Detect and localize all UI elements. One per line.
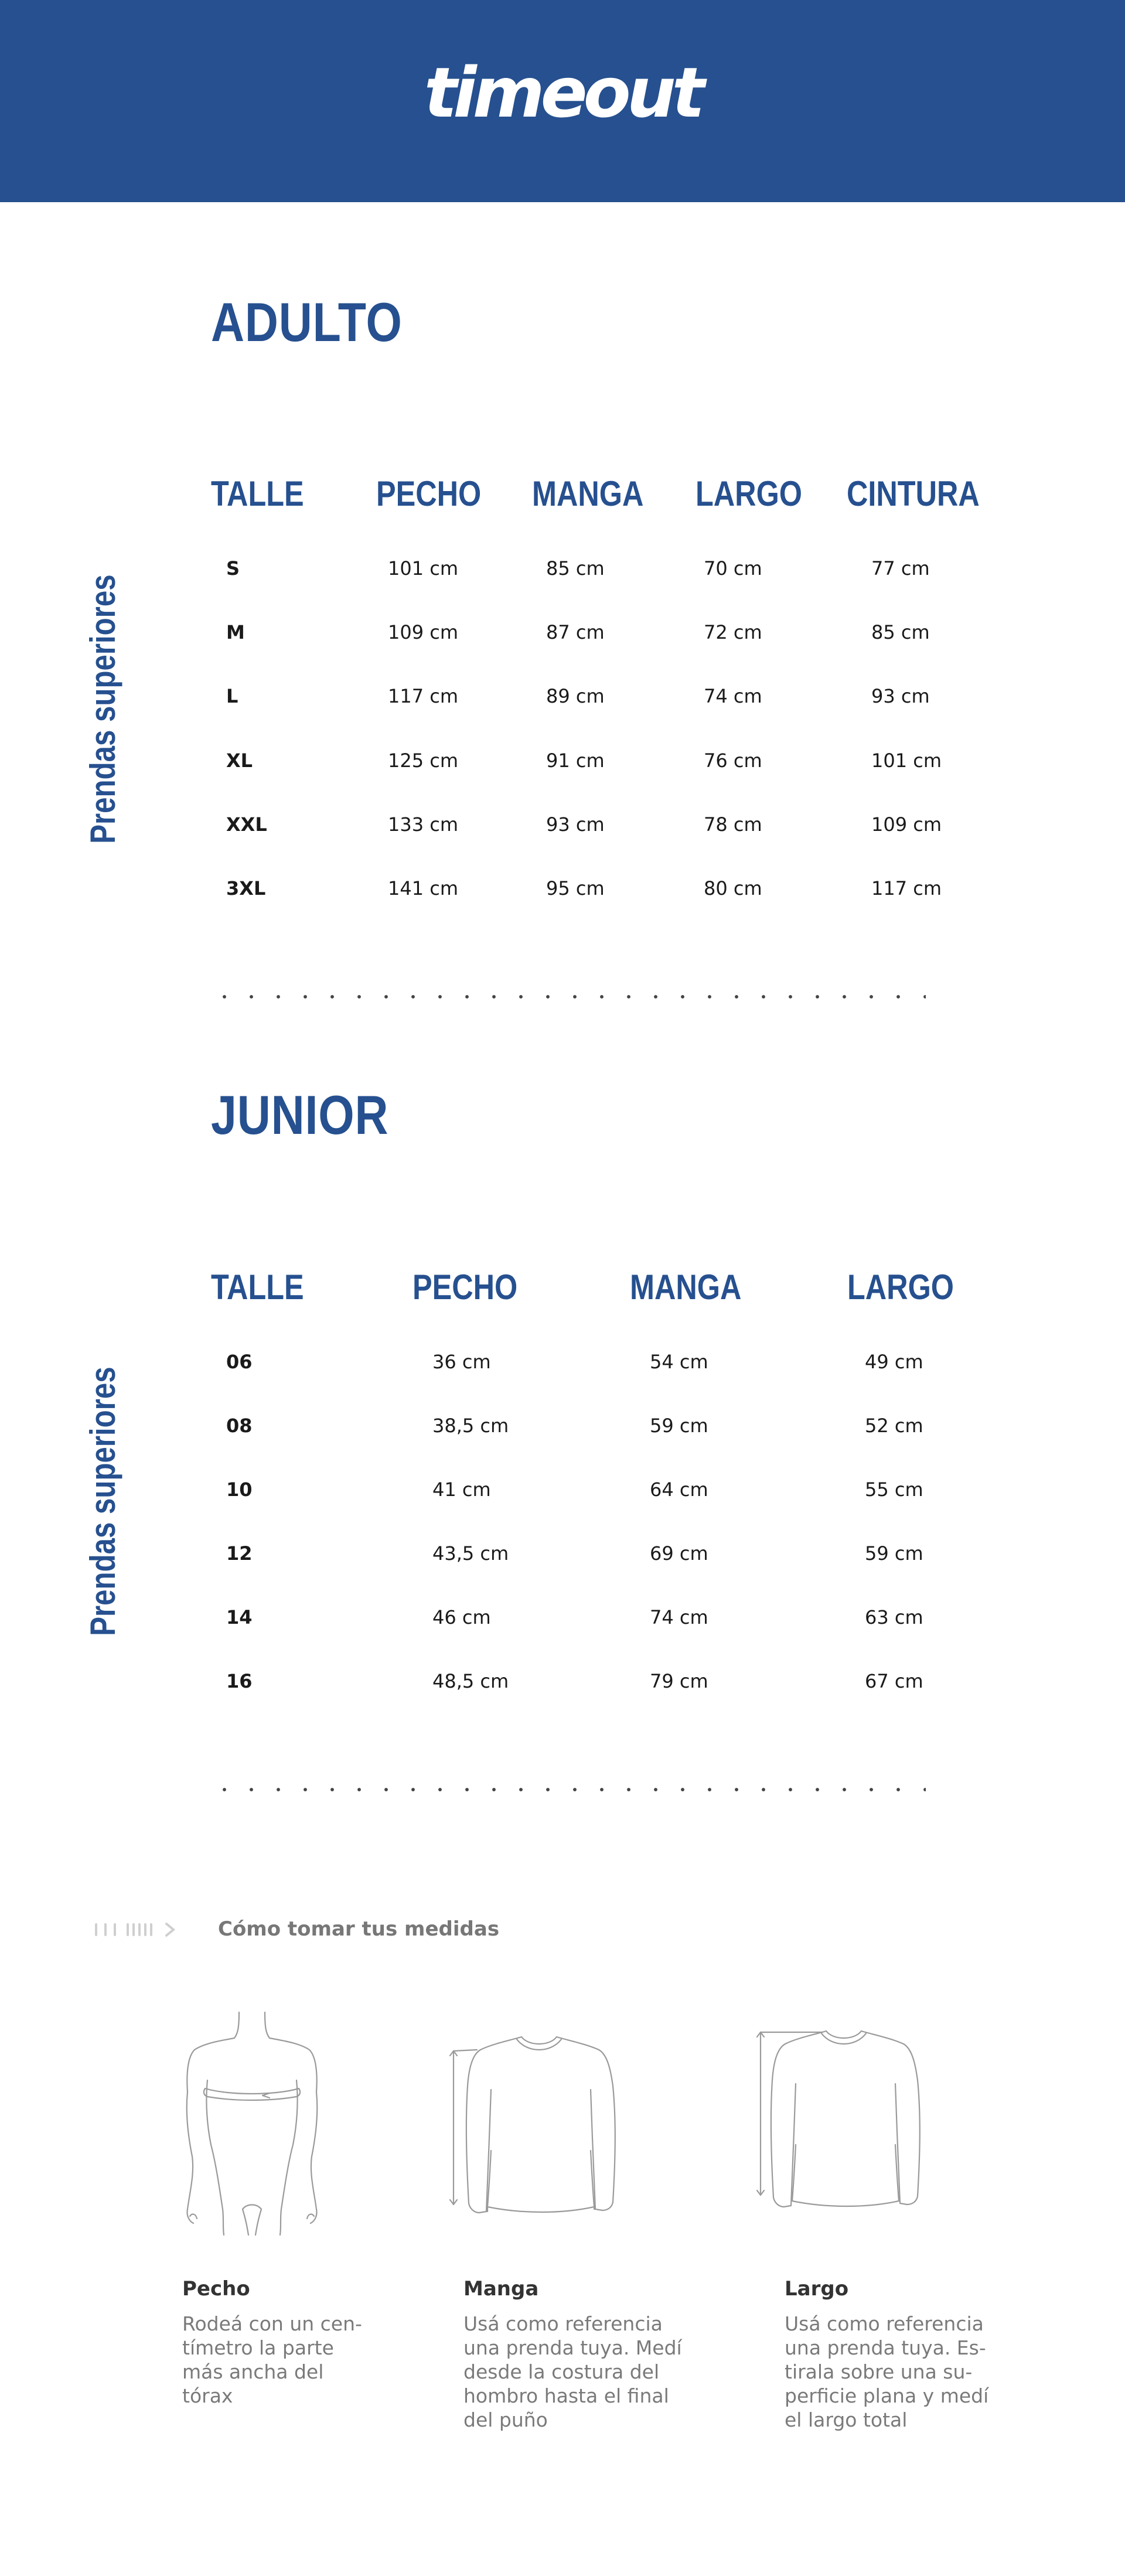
largo-cell: 63 cm: [865, 1606, 923, 1628]
size-cell: XXL: [226, 813, 267, 836]
manga-cell: 89 cm: [546, 685, 605, 707]
pecho-cell: 133 cm: [388, 813, 459, 836]
size-cell: 10: [226, 1478, 253, 1501]
cintura-cell: 101 cm: [871, 749, 942, 772]
header-manga: MANGA: [532, 474, 644, 513]
pecho-cell: 43,5 cm: [432, 1542, 509, 1565]
header-pecho: PECHO: [376, 474, 482, 513]
header-talle: TALLE: [211, 474, 304, 513]
manga-cell: 95 cm: [546, 877, 605, 899]
size-cell: L: [226, 685, 238, 707]
manga-cell: 69 cm: [650, 1542, 708, 1565]
pecho-cell: 46 cm: [432, 1606, 491, 1628]
chevron-right-icon: [91, 1921, 179, 1938]
largo-cell: 55 cm: [865, 1478, 923, 1501]
pecho-cell: 109 cm: [388, 621, 459, 643]
largo-cell: 80 cm: [704, 877, 762, 899]
manga-cell: 54 cm: [650, 1351, 708, 1373]
largo-cell: 74 cm: [704, 685, 762, 707]
adulto-title: ADULTO: [211, 291, 403, 353]
size-cell: 08: [226, 1415, 253, 1437]
header-manga: MANGA: [630, 1267, 742, 1307]
largo-cell: 76 cm: [704, 749, 762, 772]
size-cell: 06: [226, 1351, 253, 1373]
largo-cell: 78 cm: [704, 813, 762, 836]
pecho-title: Pecho: [182, 2277, 250, 2301]
largo-cell: 49 cm: [865, 1351, 923, 1373]
size-cell: XL: [226, 749, 253, 772]
largo-title: Largo: [785, 2277, 849, 2301]
dotted-divider: [211, 1787, 926, 1792]
header-largo: LARGO: [847, 1267, 954, 1307]
size-cell: 12: [226, 1542, 253, 1565]
cintura-cell: 117 cm: [871, 877, 942, 899]
manga-cell: 59 cm: [650, 1415, 708, 1437]
pecho-cell: 125 cm: [388, 749, 459, 772]
manga-cell: 85 cm: [546, 557, 605, 580]
header-cintura: CINTURA: [847, 474, 980, 513]
cintura-cell: 109 cm: [871, 813, 942, 836]
header-pecho: PECHO: [412, 1267, 518, 1307]
manga-cell: 87 cm: [546, 621, 605, 643]
pecho-cell: 48,5 cm: [432, 1670, 509, 1692]
adulto-side-label: Prendas superiores: [83, 574, 122, 844]
size-cell: 14: [226, 1606, 253, 1628]
manga-cell: 93 cm: [546, 813, 605, 836]
junior-side-label: Prendas superiores: [83, 1367, 122, 1636]
pecho-cell: 41 cm: [432, 1478, 491, 1501]
manga-cell: 74 cm: [650, 1606, 708, 1628]
how-to-measure-title: Cómo tomar tus medidas: [218, 1917, 500, 1941]
cintura-cell: 77 cm: [871, 557, 930, 580]
cintura-cell: 93 cm: [871, 685, 930, 707]
manga-description: Usá como referencia una prenda tuya. Medí desde la costura del hombro hasta el final del puño: [463, 2312, 682, 2431]
pecho-cell: 141 cm: [388, 877, 459, 899]
largo-cell: 59 cm: [865, 1542, 923, 1565]
pecho-cell: 101 cm: [388, 557, 459, 580]
largo-description: Usá como referencia una prenda tuya. Es- tirala sobre una su- perficie plana y medí el largo total: [785, 2312, 989, 2431]
pecho-description: Rodeá con un cen- tímetro la parte más ancha del tórax: [182, 2312, 362, 2407]
size-cell: 3XL: [226, 877, 266, 899]
cintura-cell: 85 cm: [871, 621, 930, 643]
manga-cell: 64 cm: [650, 1478, 708, 1501]
pecho-cell: 38,5 cm: [432, 1415, 509, 1437]
timeout-logo[interactable]: timeout: [424, 52, 701, 133]
header-bar: [0, 0, 1125, 202]
largo-cell: 52 cm: [865, 1415, 923, 1437]
manga-cell: 91 cm: [546, 749, 605, 772]
manga-cell: 79 cm: [650, 1670, 708, 1692]
largo-cell: 67 cm: [865, 1670, 923, 1692]
manga-title: Manga: [463, 2277, 539, 2301]
pecho-cell: 117 cm: [388, 685, 459, 707]
size-cell: 16: [226, 1670, 253, 1692]
torso-chest-icon: [182, 2010, 322, 2238]
header-talle: TALLE: [211, 1267, 304, 1307]
shirt-length-icon: [750, 2028, 938, 2215]
largo-cell: 72 cm: [704, 621, 762, 643]
largo-cell: 70 cm: [704, 557, 762, 580]
dotted-divider: [211, 994, 926, 999]
pecho-cell: 36 cm: [432, 1351, 491, 1373]
shirt-sleeve-icon: [445, 2033, 633, 2221]
junior-title: JUNIOR: [211, 1084, 389, 1146]
size-cell: M: [226, 621, 245, 643]
header-largo: LARGO: [696, 474, 802, 513]
size-cell: S: [226, 557, 240, 580]
